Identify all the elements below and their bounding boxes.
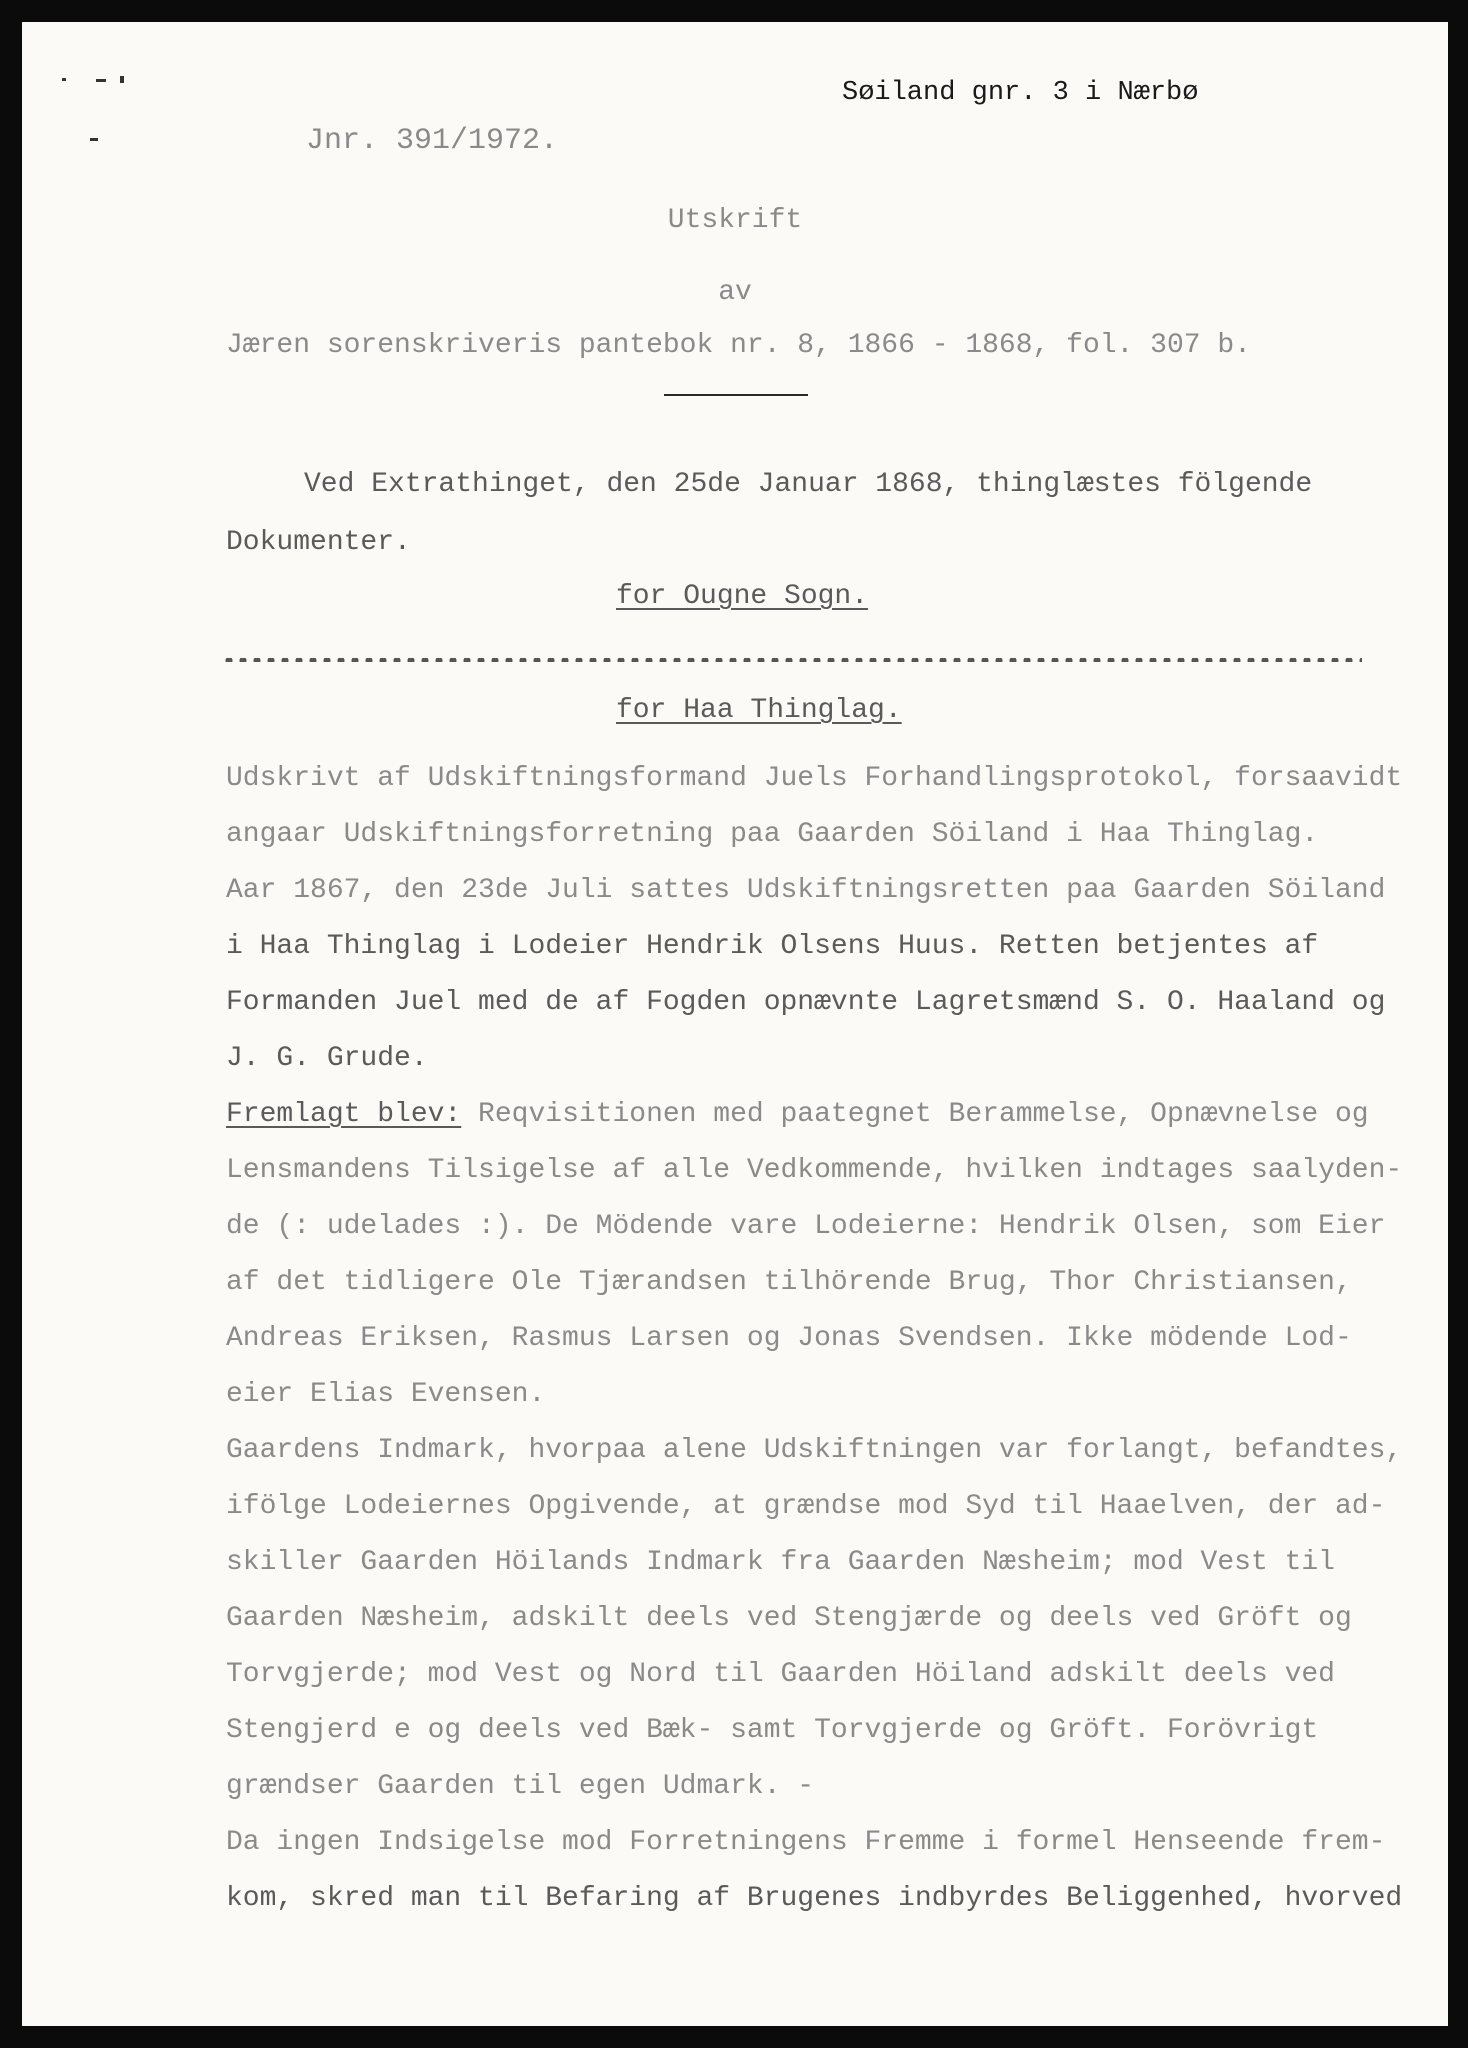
margin-mark [96, 79, 106, 82]
body-line: Gaarden Næsheim, adskilt deels ved Stengjærde og deels ved Gröft og [226, 1603, 1352, 1634]
section-heading-haa: for Haa Thinglag. [616, 695, 902, 726]
body-line: grændser Gaarden til egen Udmark. - [226, 1771, 815, 1802]
body-line: kom, skred man til Befaring af Brugenes indbyrdes Beliggenhed, hvorved [226, 1883, 1403, 1914]
body-line: Aar 1867, den 23de Juli sattes Udskiftningsretten paa Gaarden Söiland [226, 875, 1386, 906]
body-line: Stengjerd e og deels ved Bæk- samt Torvgjerde og Gröft. Forövrigt [226, 1715, 1319, 1746]
section-heading-ougne: for Ougne Sogn. [616, 581, 869, 612]
property-reference: Søiland gnr. 3 i Nærbø [842, 78, 1199, 108]
body-line: de (: udelades :). De Mödende vare Lodeierne: Hendrik Olsen, som Eier [226, 1211, 1386, 1242]
body-line: Andreas Eriksen, Rasmus Larsen og Jonas Svendsen. Ikke mödende Lod- [226, 1323, 1352, 1354]
body-line: Lensmandens Tilsigelse af alle Vedkommende, hvilken indtages saalyden- [226, 1155, 1403, 1186]
margin-mark [120, 76, 124, 83]
fremlagt-text: Reqvisitionen med paategnet Berammelse, Opnævnelse og [461, 1099, 1369, 1130]
body-line: Torvgjerde; mod Vest og Nord til Gaarden Höiland adskilt deels ved [226, 1659, 1335, 1690]
body-line: Gaardens Indmark, hvorpaa alene Udskiftningen var forlangt, befandtes, [226, 1435, 1403, 1466]
body-line: Udskrivt af Udskiftningsformand Juels Forhandlingsprotokol, forsaavidt [226, 763, 1403, 794]
journal-number: Jnr. 391/1972. [306, 124, 559, 158]
body-line: af det tidligere Ole Tjærandsen tilhörende Brug, Thor Christiansen, [226, 1267, 1352, 1298]
title-divider [664, 394, 808, 396]
intro-line-1: Ved Extrathinget, den 25de Januar 1868, thinglæstes fölgende [304, 469, 1313, 500]
margin-mark [90, 138, 98, 141]
body-line: skiller Gaarden Höilands Indmark fra Gaarden Næsheim; mod Vest til [226, 1547, 1335, 1578]
document-page [22, 22, 1448, 2026]
title-utskrift: Utskrift [667, 205, 803, 236]
body-line-fremlagt [226, 1098, 1369, 1132]
fremlagt-label: Fremlagt blev: [226, 1099, 462, 1130]
intro-line-2: Dokumenter. [226, 527, 411, 558]
title-source: Jæren sorenskriveris pantebok nr. 8, 1866 - 1868, fol. 307 b. [226, 330, 1251, 361]
body-line: Da ingen Indsigelse mod Forretningens Fremme i formel Henseende frem- [226, 1827, 1386, 1858]
body-line: i Haa Thinglag i Lodeier Hendrik Olsens Huus. Retten betjentes af [226, 931, 1319, 962]
body-line: J. G. Grude. [226, 1043, 428, 1074]
body-line: Formanden Juel med de af Fogden opnævnte Lagretsmænd S. O. Haaland og [226, 987, 1386, 1018]
margin-mark [62, 78, 66, 81]
title-av: av [718, 277, 752, 308]
body-line: angaar Udskiftningsforretning paa Gaarden Söiland i Haa Thinglag. [226, 819, 1319, 850]
dotted-separator [222, 658, 1362, 662]
body-line: eier Elias Evensen. [226, 1379, 546, 1410]
body-line: ifölge Lodeiernes Opgivende, at grændse mod Syd til Haaelven, der ad- [226, 1491, 1386, 1522]
